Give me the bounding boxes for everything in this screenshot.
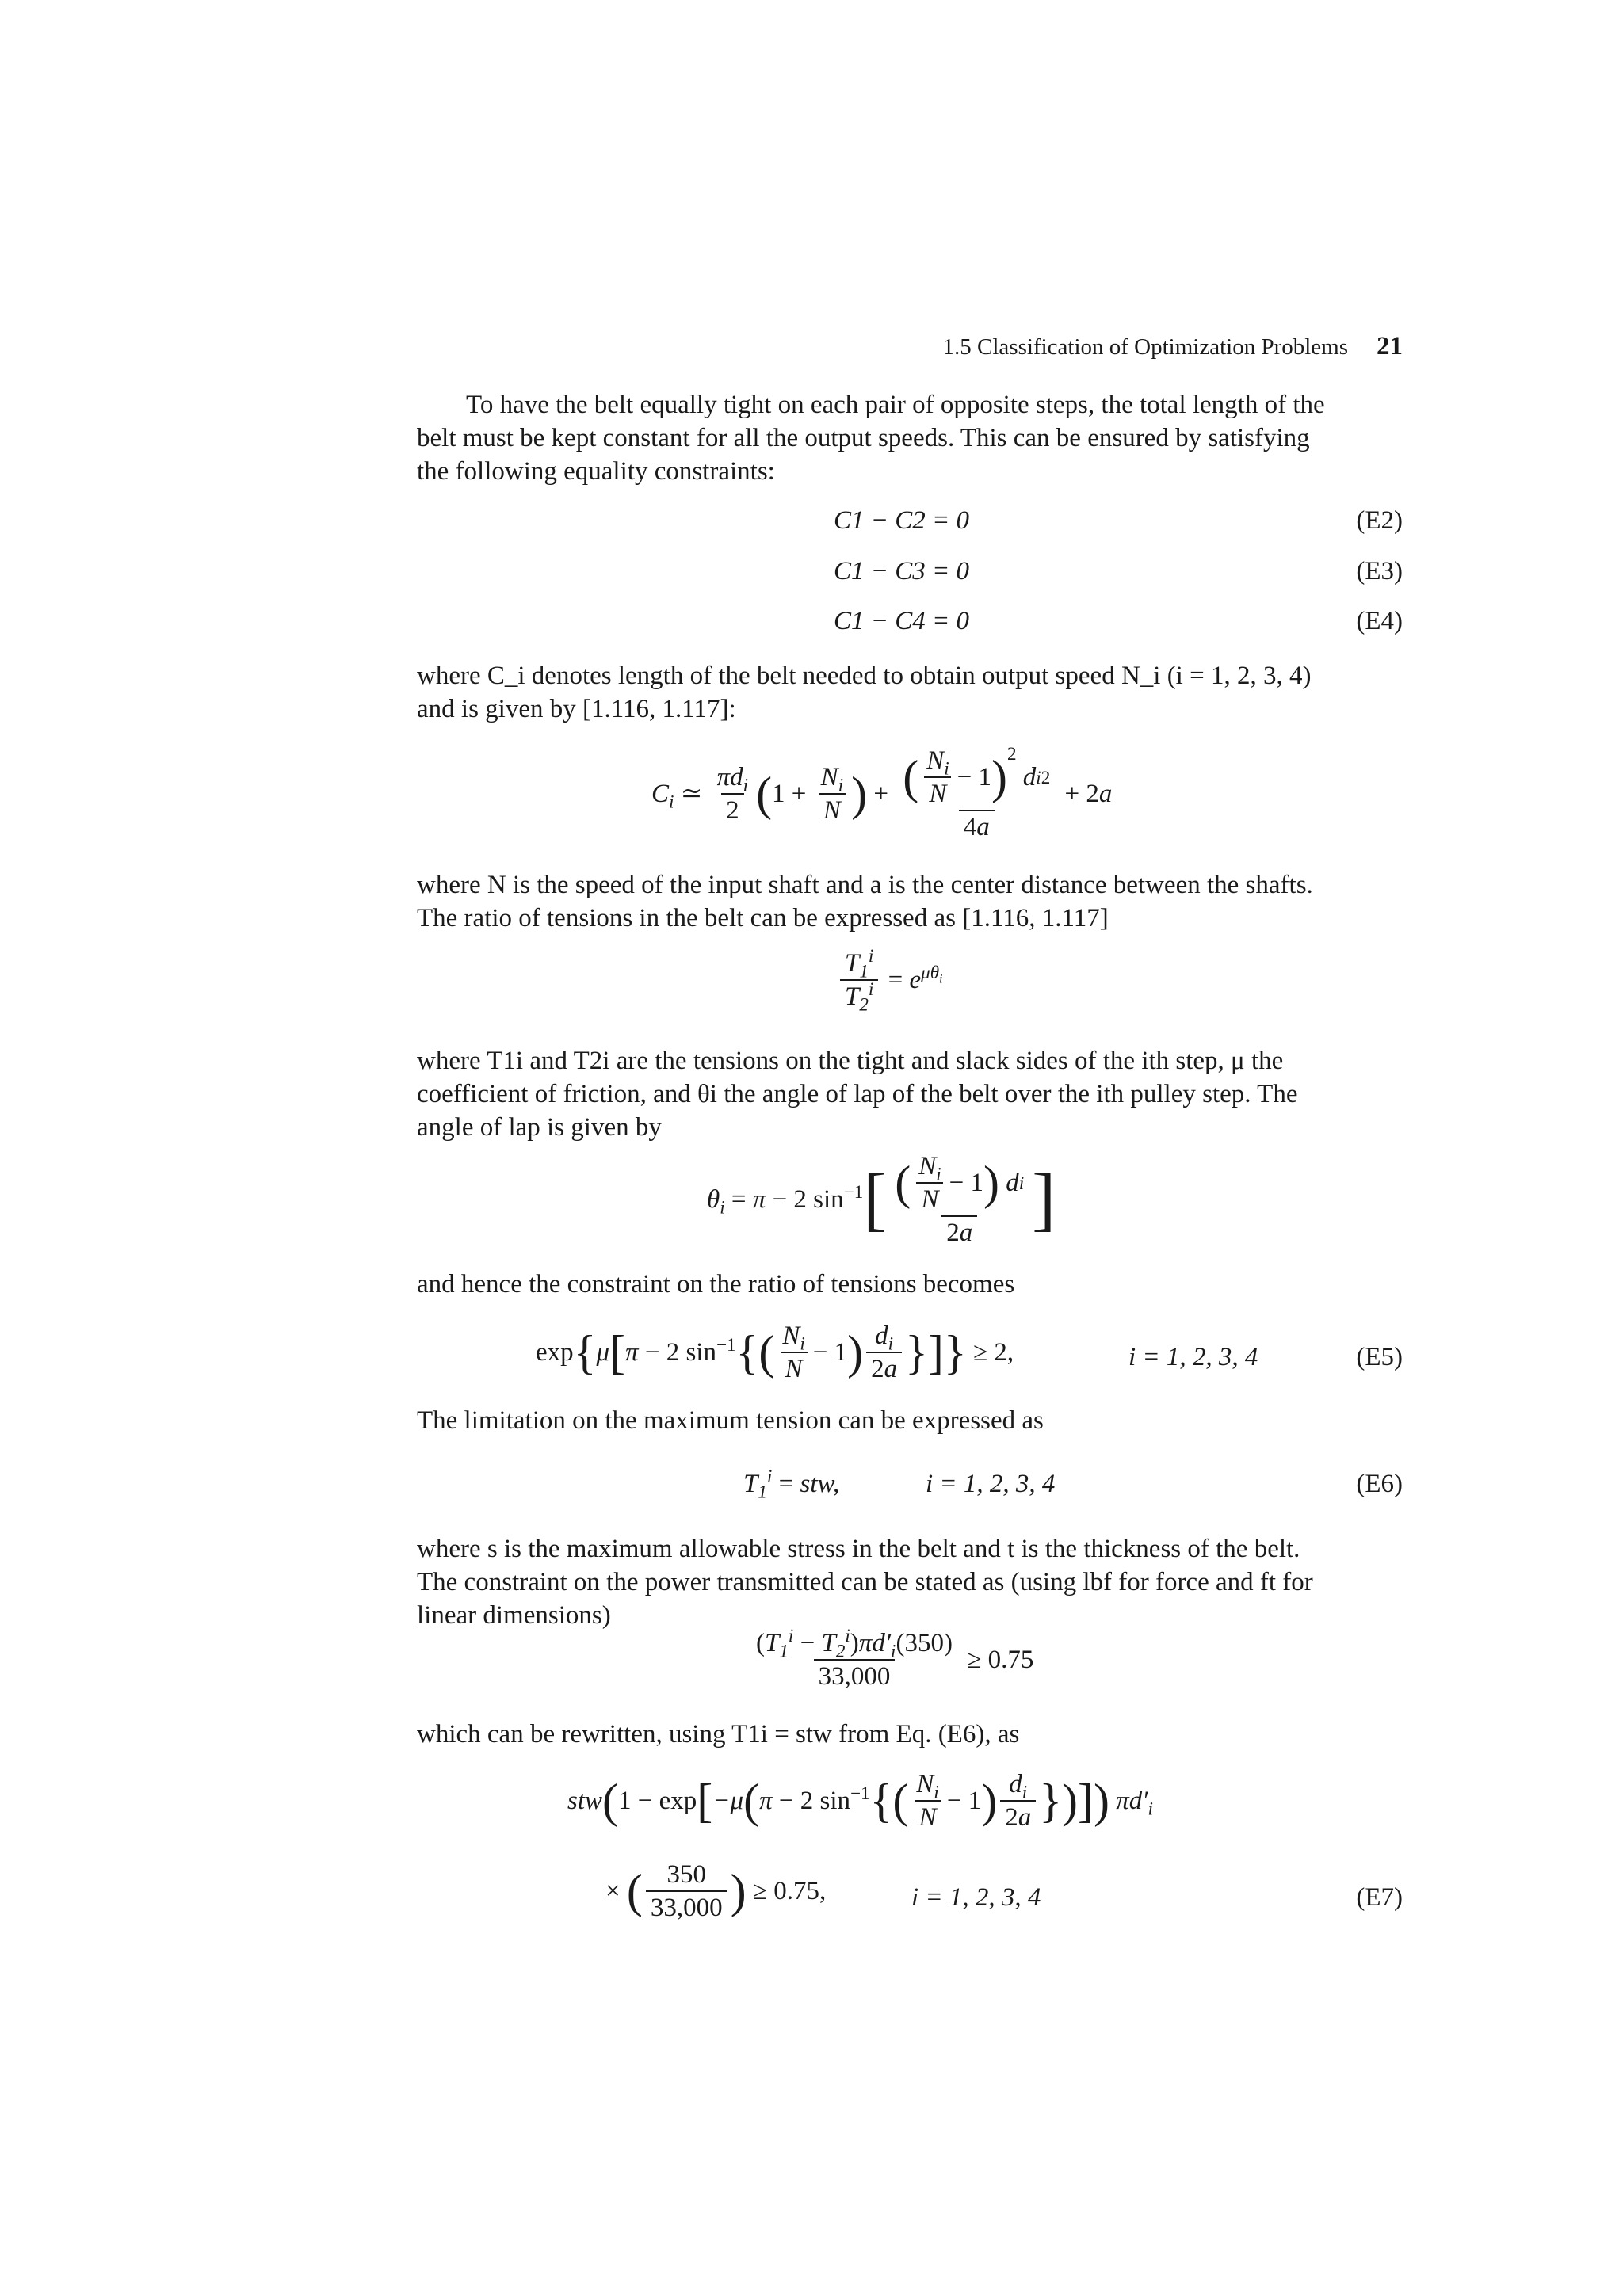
paragraph-4 <box>417 1044 1403 1144</box>
equation-label-e7: (E7) <box>1356 1883 1403 1912</box>
equation-label-e6: (E6) <box>1356 1470 1403 1498</box>
paragraph-line: where T1i and T2i are the tensions on the tight and slack sides of the ith step, μ the <box>417 1047 1284 1075</box>
page-number: 21 <box>1377 332 1403 360</box>
paragraph-line: where s is the maximum allowable stress in the belt and t is the thickness of the belt. <box>417 1535 1300 1563</box>
equation-e6: $T_1^i$ = stw, <box>743 1466 840 1502</box>
paragraph-line: angle of lap is given by <box>417 1113 662 1142</box>
equation-e3: C1 − C3 = 0 <box>834 557 970 585</box>
equation-label-e2: (E2) <box>1356 506 1403 535</box>
paragraph-1 <box>417 388 1403 488</box>
paragraph-6 <box>417 1404 1403 1437</box>
paragraph-line: The limitation on the maximum tension can be expressed as <box>417 1406 1044 1435</box>
paragraph-8 <box>417 1718 1403 1751</box>
paragraph-line: belt must be kept constant for all the output speeds. This can be ensured by satisfying <box>417 424 1310 452</box>
equation-label-e3: (E3) <box>1356 557 1403 585</box>
section-title: 1.5 Classification of Optimization Problems <box>942 334 1348 360</box>
equation-e7-line1: stw ( 1 − exp [ −μ ( π − 2 $\sin^{-1}$ { ( $\frac{N_i}{N}$ − 1 ) $\frac{d_i}{2a}$ })]) $\pi d'_i$ <box>567 1770 1153 1832</box>
paragraph-line: linear dimensions) <box>417 1601 611 1630</box>
paragraph-line: the following equality constraints: <box>417 457 775 486</box>
paragraph-line: where N is the speed of the input shaft and a is the center distance between the shafts. <box>417 871 1313 899</box>
equation-belt-length: $C_i$ ≃ $\frac{\pi d_i}{2}$ ( 1 + $\frac{N_i}{N}$ ) + ( $\frac{N_i}{N}$ − 1 ) $^2$ d i 2 4a + 2 a <box>651 743 1113 841</box>
equation-e7-condition: i = 1, 2, 3, 4 <box>911 1883 1041 1912</box>
equation-tension-ratio: $\frac{T_1^i}{T_2^i}$ = $e^{\mu\theta_i}$ <box>837 948 943 1013</box>
equation-power: $\frac{(T_1^i - T_2^i)\pi d'_i(350)}{33,000}$ ≥ 0.75 <box>756 1625 1034 1691</box>
paragraph-line: and hence the constraint on the ratio of tensions becomes <box>417 1270 1015 1299</box>
paragraph-line: which can be rewritten, using T1i = stw from Eq. (E6), as <box>417 1720 1020 1749</box>
equation-label-e5: (E5) <box>1356 1343 1403 1371</box>
paragraph-7 <box>417 1532 1403 1632</box>
paragraph-line: To have the belt equally tight on each pair of opposite steps, the total length of the <box>466 391 1325 419</box>
paragraph-line: coefficient of friction, and θi the angle of lap of the belt over the ith pulley step. The <box>417 1080 1298 1108</box>
paragraph-line: and is given by [1.116, 1.117]: <box>417 695 736 723</box>
equation-e7-line2: × ( $\frac{350}{33,000}$ ) ≥ 0.75, <box>605 1860 827 1922</box>
paragraph-line: where C_i denotes length of the belt needed to obtain output speed N_i (i = 1, 2, 3, 4) <box>417 662 1312 690</box>
equation-e4: C1 − C4 = 0 <box>834 607 970 635</box>
equation-e6-condition: i = 1, 2, 3, 4 <box>926 1470 1056 1498</box>
paragraph-line: The ratio of tensions in the belt can be expressed as [1.116, 1.117] <box>417 904 1109 933</box>
equation-label-e4: (E4) <box>1356 607 1403 635</box>
running-header <box>0 330 1403 364</box>
paragraph-2 <box>417 659 1403 726</box>
paragraph-line: The constraint on the power transmitted can be stated as (using lbf for force and ft for <box>417 1568 1313 1596</box>
equation-e5: exp { μ [ π − 2 $\sin^{-1}$ { ( $\frac{N_i}{N}$ − 1 ) $\frac{d_i}{2a}$ }]} ≥ 2, <box>536 1322 1014 1383</box>
equation-angle-of-lap: $\theta_i = \pi - 2$ $\sin^{-1}$ [ ( $\frac{N_i}{N}$ − 1 ) d i 2a ] <box>707 1152 1056 1247</box>
equation-e2: C1 − C2 = 0 <box>834 506 970 535</box>
paragraph-5 <box>417 1268 1403 1301</box>
equation-e5-condition: i = 1, 2, 3, 4 <box>1128 1343 1258 1371</box>
paragraph-3 <box>417 868 1403 935</box>
